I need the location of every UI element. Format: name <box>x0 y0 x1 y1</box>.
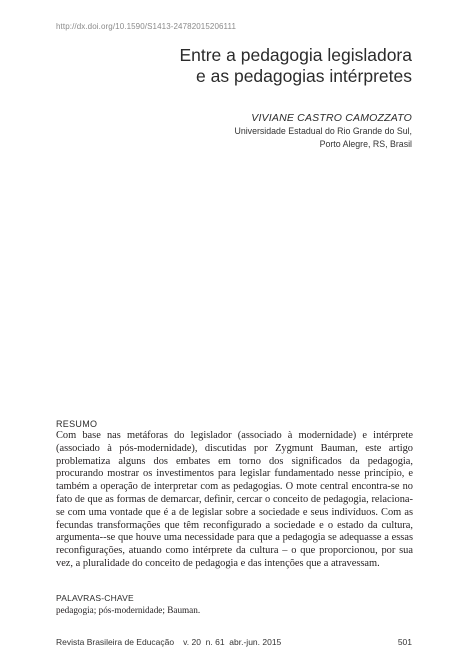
author-name: VIVIANE CASTRO CAMOZZATO <box>251 112 412 124</box>
footer-journal-name: Revista Brasileira de Educação <box>56 637 175 647</box>
footer-period: abr.-jun. 2015 <box>229 637 282 647</box>
page-footer <box>56 637 412 647</box>
keywords-heading: PALAVRAS-CHAVE <box>56 593 134 603</box>
keywords-text: pedagogia; pós-modernidade; Bauman. <box>56 605 201 615</box>
doi-link[interactable]: http://dx.doi.org/10.1590/S1413-24782015206111 <box>56 22 237 31</box>
footer-volume: v. 20 <box>183 637 201 647</box>
page-number: 501 <box>397 637 412 647</box>
article-title <box>120 45 412 87</box>
article-title-line-2: e as pedagogias intérpretes <box>196 66 412 86</box>
author-affiliation-line-2: Porto Alegre, RS, Brasil <box>319 138 412 149</box>
footer-journal-info <box>56 637 281 647</box>
footer-number: n. 61 <box>205 637 225 647</box>
abstract-text: Com base nas metáforas do legislador (associado à modernidade) e intérprete (associado à pós-modernidade), discutidas por Zygmunt Bauman, este artigo problematiza alguns dos embates em torno dos significados da pedagogia, procurando mostrar os investimentos para legislar fundamentado nesse princípio, e também a operação de interpretar com as pedagogias. O mote central encontra-se no fato de que as formas de demarcar, definir, cercar o conceito de pedagogia, relaciona-se com uma vontade que é a de legislar sobre a sociedade e seus indivíduos. Com as fecundas transformações que têm reconfigurado a sociedade e o estado da cultura, argumenta--se que houve uma necessidade para que a pedagogia se adequasse a essas reconfigurações, atuando como intérprete da cultura – o que proporcionou, por sua vez, a pluralidade do conceito de pedagogia e das intenções que a atravessam. <box>56 430 413 569</box>
author-block <box>234 111 412 150</box>
author-affiliation-line-1: Universidade Estadual do Rio Grande do Sul, <box>234 126 412 136</box>
article-title-line-1: Entre a pedagogia legisladora <box>179 45 412 65</box>
abstract-heading: RESUMO <box>56 419 98 429</box>
